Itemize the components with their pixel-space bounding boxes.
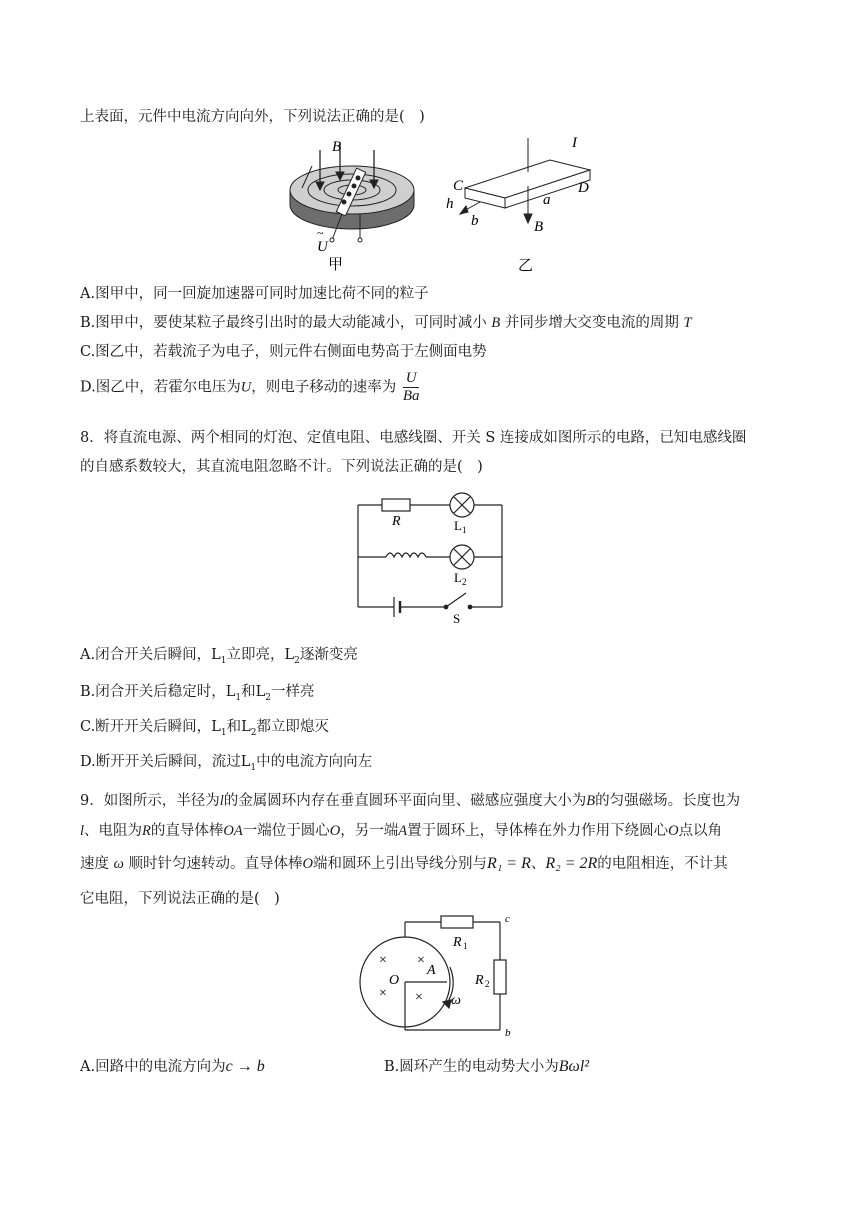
- label-b: b: [505, 1027, 511, 1039]
- q7-option-c: C.图乙中，若载流子为电子，则元件右侧面电势高于左侧面电势: [80, 344, 487, 360]
- q7-b-text2: 并同步增大交变电流的周期: [504, 315, 679, 331]
- q9-stem-line3: 速度 ω 顺时针匀速转动。直导体棒O端和圆环上引出导线分别与R₁ = R、R₂ = 2R的电阻相连，不计其: [80, 855, 728, 872]
- label-R1: R: [453, 935, 462, 950]
- tilde-mark: ~: [317, 226, 324, 240]
- label-c: c: [505, 913, 510, 925]
- label-U: U: [317, 239, 328, 255]
- q9-stem-line4: 它电阻，下列说法正确的是( ): [80, 891, 280, 907]
- q7-b-text1: B.图甲中，要使某粒子最终引出时的最大动能减小，可同时减小: [80, 315, 487, 331]
- label-I: I: [572, 135, 577, 151]
- label-R2-sub: 2: [485, 979, 490, 989]
- q9-stem-line2: l、电阻为R的直导体棒OA一端位于圆心O，另一端A置于圆环上，导体棒在外力作用下绕圆心O点以角: [80, 823, 723, 839]
- q8-option-a: A.闭合开关后瞬间，$L_1$立即亮，$L_2$逐渐变亮: [80, 647, 358, 666]
- cyclotron-diagram: [290, 144, 414, 242]
- label-B-hall: B: [534, 219, 544, 235]
- label-omega: ω: [451, 993, 461, 1008]
- figure-cyclotron-hall: [250, 130, 610, 280]
- q8-option-d: D.断开开关后瞬间，流过$L_1$中的电流方向向左: [80, 754, 373, 773]
- x-mark: ×: [379, 953, 387, 968]
- q9-option-a: A.回路中的电流方向为c → b: [80, 1058, 265, 1075]
- x-mark: ×: [379, 986, 387, 1001]
- label-S: S: [453, 611, 461, 625]
- label-L2-sub: 2: [462, 577, 467, 587]
- q7-d-text2: ，则电子移动的速率为: [251, 379, 397, 396]
- q7-option-b: [80, 311, 692, 332]
- label-R1-sub: 1: [463, 941, 468, 951]
- q9-option-b: B.圆环产生的电动势大小为Bωl²: [384, 1058, 590, 1075]
- q8-stem-line2: 的自感系数较大，其直流电阻忽略不计。下列说法正确的是( ): [80, 459, 483, 475]
- label-L1-sub: 1: [462, 525, 467, 535]
- q7-option-a: A.图甲中，同一回旋加速器可同时加速比荷不同的粒子: [80, 286, 429, 302]
- fraction-U-over-Ba: $\frac{U}{Ba}$: [402, 370, 420, 404]
- hall-element-diagram: [460, 138, 590, 223]
- figure-ring-circuit-q9: [355, 912, 525, 1042]
- label-C: C: [453, 178, 464, 194]
- q7-d-text1: D.图乙中，若霍尔电压为: [80, 379, 241, 396]
- q8-option-c: C.断开开关后瞬间，$L_1$和$L_2$都立即熄灭: [80, 719, 329, 738]
- x-mark: ×: [417, 953, 425, 968]
- q7-b-var: B: [491, 315, 501, 331]
- q8-option-b: B.闭合开关后稳定时，$L_1$和$L_2$一样亮: [80, 684, 315, 703]
- x-mark: ×: [415, 990, 423, 1005]
- label-L2: L: [454, 570, 462, 585]
- question-intro: 上表面，元件中电流方向向外，下列说法正确的是( ): [80, 109, 425, 125]
- q8-stem-line1: 8．将直流电源、两个相同的灯泡、定值电阻、电感线圈、开关 S 连接成如图所示的电路，已知电感线圈: [80, 430, 747, 446]
- label-D: D: [578, 180, 589, 196]
- q7-d-U: U: [240, 379, 252, 396]
- label-O: O: [389, 973, 400, 988]
- label-A: A: [427, 963, 436, 978]
- q7-option-d: [80, 370, 419, 405]
- label-L1: L: [454, 518, 462, 533]
- label-R: R: [392, 514, 401, 529]
- label-a: a: [543, 192, 551, 208]
- label-b: b: [471, 213, 479, 229]
- label-B-cyclotron: B: [332, 139, 342, 155]
- label-R2: R: [475, 973, 484, 988]
- label-h: h: [446, 196, 454, 212]
- label-yi: 乙: [518, 258, 534, 274]
- figure-circuit-q8: [350, 485, 510, 625]
- q9-stem-line1: 9．如图所示，半径为l的金属圆环内存在垂直圆环平面向里、磁感应强度大小为B的匀强磁场。长度也为: [80, 793, 741, 809]
- q7-b-T: T: [683, 315, 692, 331]
- label-jia: 甲: [328, 257, 344, 273]
